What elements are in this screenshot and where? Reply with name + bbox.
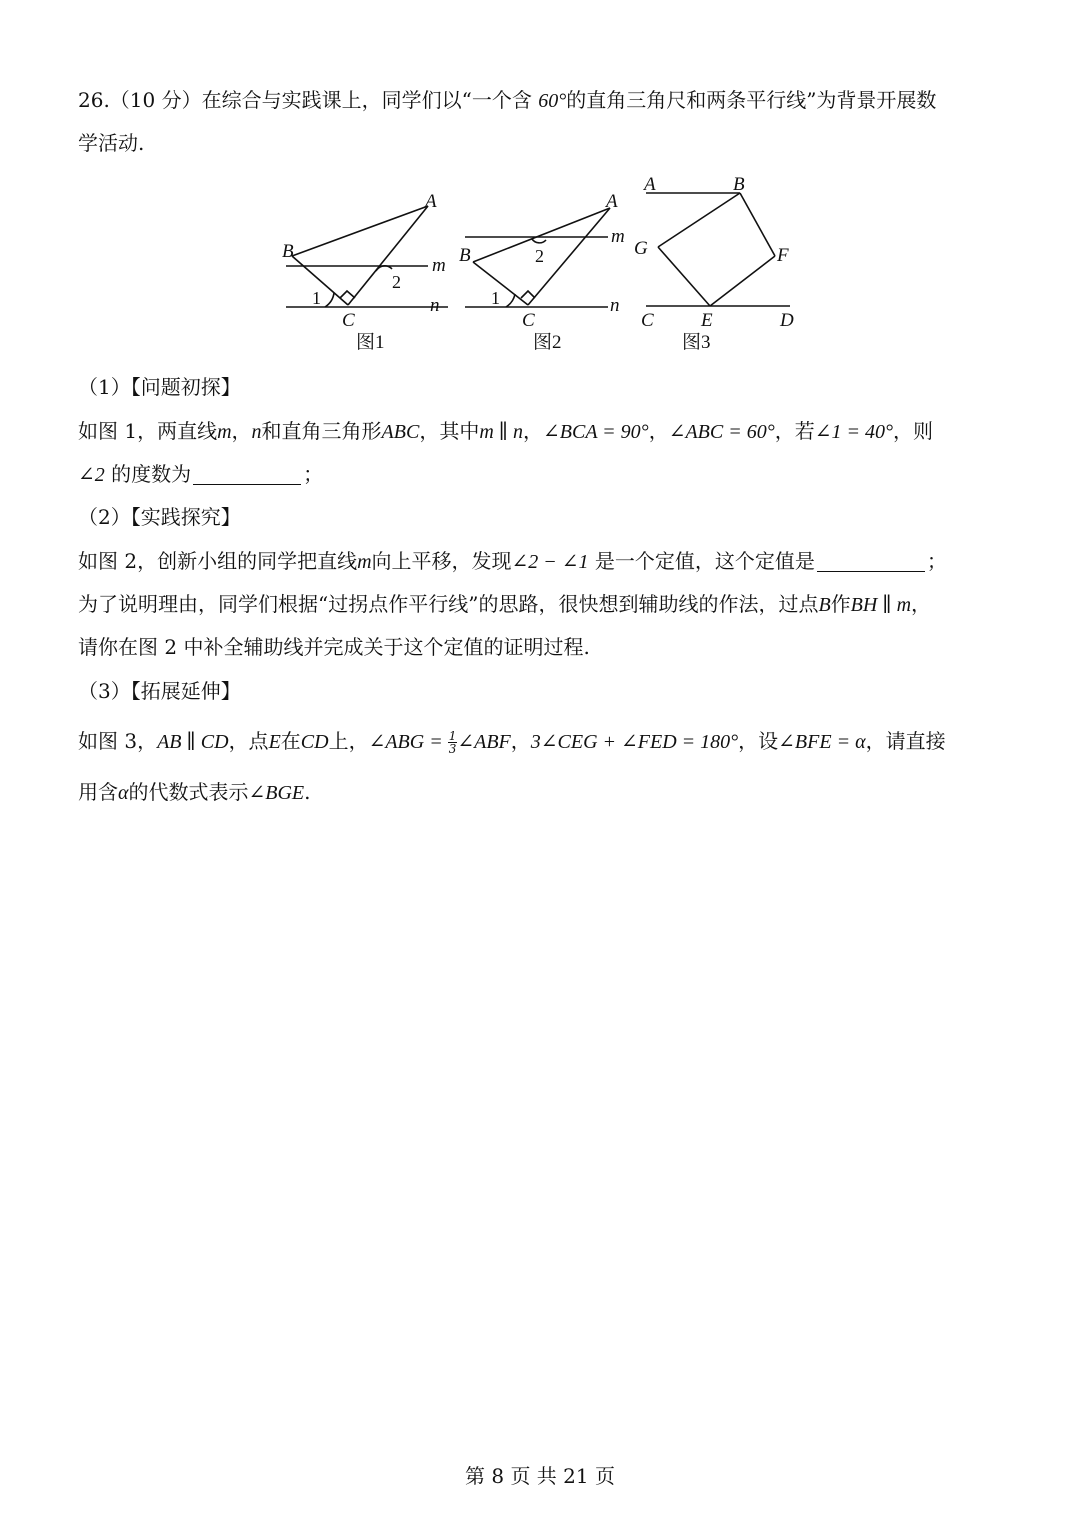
fig1-right-angle-mark bbox=[340, 291, 355, 298]
part1-heading: （1）【问题初探】 bbox=[78, 375, 241, 399]
part3-line1: 如图 3，AB ∥ CD，点E在CD上，∠ABG = $\frac{1}{3}$ ∠ABF，3∠CEG + ∠FED = 180°，设∠BFE = α，请直接 bbox=[78, 729, 946, 756]
part1-answer-blank[interactable] bbox=[193, 462, 301, 485]
fig3-caption: 图3 bbox=[682, 332, 711, 353]
fig2-angle1-arc bbox=[506, 294, 515, 307]
fig1-angle1-arc bbox=[325, 293, 334, 307]
part1-line1: 如图 1，两直线m，n和直角三角形ABC，其中m ∥ n，∠BCA = 90°，∠ABC = 60°，若∠1 = 40°，则 bbox=[78, 419, 933, 443]
part2-line1: 如图 2，创新小组的同学把直线m向上平移，发现∠2 − ∠1 是一个定值，这个定值是 ； bbox=[78, 549, 947, 573]
part2-line3: 请你在图 2 中补全辅助线并完成关于这个定值的证明过程. bbox=[78, 635, 590, 659]
fig3-label-e: E bbox=[701, 310, 713, 331]
fig3-segment-bf bbox=[740, 193, 775, 256]
part3-line2: 用含α的代数式表示∠BGE. bbox=[78, 780, 311, 804]
fig2-angle2-arc bbox=[532, 239, 546, 243]
fig2-label-m: m bbox=[611, 226, 625, 247]
fig1-label-n: n bbox=[430, 295, 440, 316]
figures-row bbox=[278, 170, 818, 364]
fig1-angle1-label: 1 bbox=[312, 288, 321, 308]
part2-heading: （2）【实践探究】 bbox=[78, 505, 241, 529]
figure-1 bbox=[286, 206, 448, 307]
fig2-right-angle-mark bbox=[521, 291, 535, 298]
fig1-caption: 图1 bbox=[356, 332, 385, 353]
fig3-label-d: D bbox=[780, 310, 794, 331]
page-footer: 第 8 页 共 21 页 bbox=[465, 1464, 615, 1488]
fig2-label-c: C bbox=[522, 310, 535, 331]
part2-line2: 为了说明理由，同学们根据“过拐点作平行线”的思路，很快想到辅助线的作法，过点B作BH ∥ m， bbox=[78, 592, 932, 616]
question-intro-line1: 26.（10 分）在综合与实践课上，同学们以“一个含 60°的直角三角尺和两条平行线”为背景开展数 bbox=[78, 88, 937, 112]
fig3-label-g: G bbox=[634, 238, 648, 259]
fig1-label-b: B bbox=[282, 241, 294, 262]
fig2-label-b: B bbox=[459, 245, 471, 266]
fig2-label-a: A bbox=[606, 191, 618, 212]
fraction-one-third: $\frac{1}{3}$ bbox=[448, 729, 457, 756]
fig2-angle2-label: 2 bbox=[535, 246, 544, 266]
fig2-angle1-label: 1 bbox=[491, 288, 500, 308]
fig3-segment-eg bbox=[658, 247, 710, 306]
fig2-side-bc bbox=[473, 262, 528, 305]
fig3-label-b: B bbox=[733, 174, 745, 195]
fig3-label-f: F bbox=[777, 245, 789, 266]
figure-3 bbox=[646, 193, 790, 306]
fig3-label-c: C bbox=[641, 310, 654, 331]
fig1-label-c: C bbox=[342, 310, 355, 331]
part3-heading: （3）【拓展延伸】 bbox=[78, 679, 241, 703]
question-intro-line2: 学活动. bbox=[78, 131, 145, 155]
part1-line2: ∠2 的度数为 ； bbox=[78, 462, 324, 486]
fig2-caption: 图2 bbox=[533, 332, 562, 353]
figures-diagram bbox=[278, 170, 818, 360]
fig1-angle2-label: 2 bbox=[392, 272, 401, 292]
part2-answer-blank[interactable] bbox=[817, 549, 925, 572]
fig1-label-m: m bbox=[432, 255, 446, 276]
fig3-segment-gb bbox=[658, 193, 740, 247]
fig3-segment-fe bbox=[710, 256, 775, 306]
fig2-label-n: n bbox=[610, 295, 620, 316]
fig3-label-a: A bbox=[644, 174, 656, 195]
fig1-label-a: A bbox=[425, 191, 437, 212]
